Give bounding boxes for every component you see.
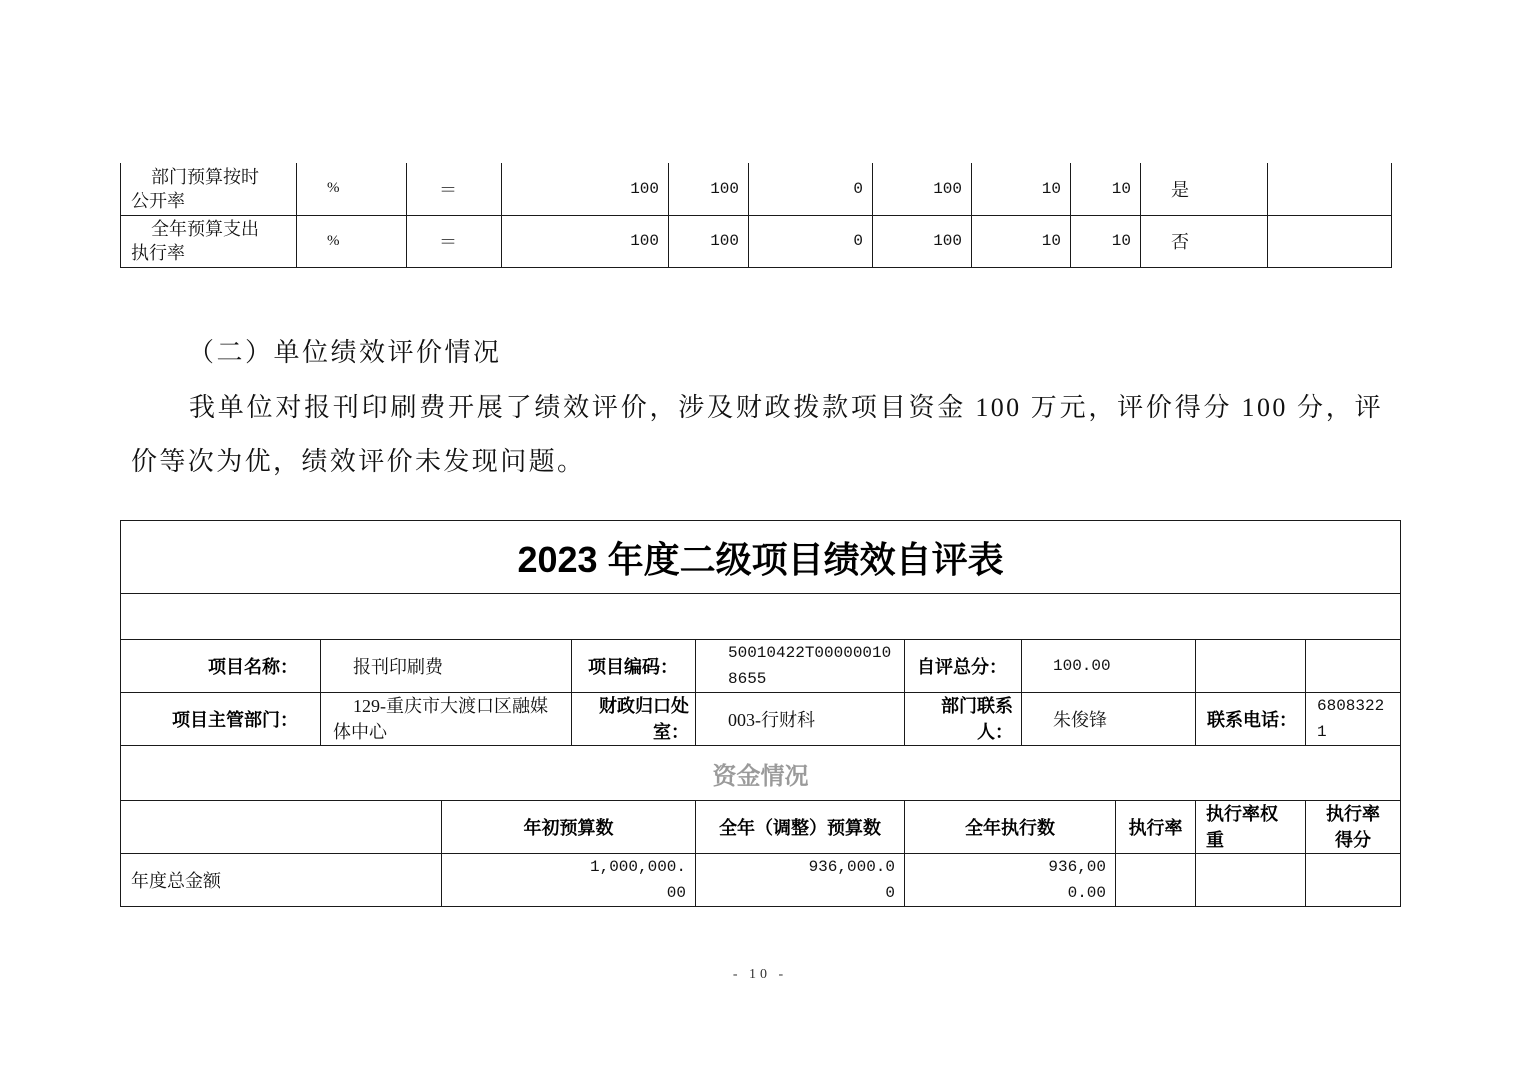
value-cell: 100 (669, 163, 749, 215)
executed-value: 936,000.00 (1048, 858, 1106, 902)
flag-cell: 是 (1141, 163, 1268, 215)
funds-header-row (121, 801, 1401, 854)
contact-value: 朱俊锋 (1022, 693, 1196, 746)
unit-cell: % (297, 215, 407, 267)
title-row (121, 521, 1401, 594)
empty-cell (1306, 640, 1401, 693)
total-amount-label: 年度总金额 (121, 854, 442, 907)
rate-weight-header-cell (1196, 801, 1306, 854)
finance-office-label: 财政归口处室： (599, 696, 689, 742)
initial-budget-cell (442, 854, 696, 907)
executed-cell (905, 854, 1116, 907)
empty-cell (1196, 640, 1306, 693)
remark-cell (1268, 215, 1392, 267)
contact-label: 部门联系人： (941, 696, 1013, 742)
value-cell: 100 (873, 163, 972, 215)
value-cell: 100 (502, 215, 669, 267)
finance-office-label-cell (572, 693, 696, 746)
contact-label-cell (905, 693, 1022, 746)
department-cell (321, 693, 572, 746)
indicator-name: 部门预算按时公开率 (131, 166, 259, 211)
table-row (121, 693, 1401, 746)
blank-row (121, 594, 1401, 640)
value-cell: 0 (749, 163, 873, 215)
rate-score-cell (1306, 854, 1401, 907)
table-row (121, 163, 1392, 215)
funds-total-row (121, 854, 1401, 907)
operator-cell: ＝ (407, 215, 502, 267)
executed-header: 全年执行数 (905, 801, 1116, 854)
self-evaluation-table (120, 520, 1401, 907)
indicator-name-cell (121, 215, 297, 267)
phone-value: 68083221 (1317, 697, 1385, 741)
unit-cell: % (297, 163, 407, 215)
remark-cell (1268, 163, 1392, 215)
indicator-name: 全年预算支出执行率 (131, 219, 259, 263)
project-code-value: 50010422T000000108655 (728, 644, 892, 688)
value-cell: 10 (1071, 163, 1141, 215)
project-code-label: 项目编码： (572, 640, 696, 693)
value-cell: 10 (972, 215, 1071, 267)
project-name-label: 项目名称： (121, 640, 321, 693)
funds-section-title: 资金情况 (121, 746, 1401, 801)
initial-budget-value: 1,000,000.00 (589, 858, 686, 902)
rate-weight-header: 执行率权重 (1206, 804, 1278, 850)
table-row (121, 640, 1401, 693)
funds-section-row (121, 746, 1401, 801)
rate-score-header: 执行率得分 (1326, 804, 1381, 850)
operator-cell: ＝ (407, 163, 502, 215)
flag-cell: 否 (1141, 215, 1268, 267)
department-label: 项目主管部门： (121, 693, 321, 746)
self-score-value: 100.00 (1022, 640, 1196, 693)
section-paragraph: 我单位对报刊印刷费开展了绩效评价，涉及财政拨款项目资金 100 万元，评价得分 100 分，评价等次为优，绩效评价未发现问题。 (131, 393, 1383, 476)
blank-cell (121, 594, 1401, 640)
project-name-value: 报刊印刷费 (321, 640, 572, 693)
form-title: 2023 年度二级项目绩效自评表 (121, 521, 1401, 594)
department-value: 129-重庆市大渡口区融媒体中心 (333, 696, 548, 742)
finance-office-value: 003-行财科 (696, 693, 905, 746)
value-cell: 10 (972, 163, 1071, 215)
value-cell: 10 (1071, 215, 1141, 267)
execution-rate-header: 执行率 (1116, 801, 1196, 854)
page-number: - 10 - (732, 967, 788, 982)
section-heading: （二）单位绩效评价情况 (188, 338, 502, 367)
adjusted-budget-cell (696, 854, 905, 907)
adjusted-budget-value: 936,000.00 (808, 858, 895, 902)
indicator-table (120, 163, 1392, 268)
project-code-cell (696, 640, 905, 693)
initial-budget-header: 年初预算数 (442, 801, 696, 854)
value-cell: 100 (669, 215, 749, 267)
empty-header-cell (121, 801, 442, 854)
rate-score-header-cell (1306, 801, 1401, 854)
table-row (121, 215, 1392, 267)
phone-cell (1306, 693, 1401, 746)
rate-weight-cell (1196, 854, 1306, 907)
value-cell: 100 (873, 215, 972, 267)
adjusted-budget-header: 全年（调整）预算数 (696, 801, 905, 854)
value-cell: 100 (502, 163, 669, 215)
indicator-name-cell (121, 163, 297, 215)
execution-rate-cell (1116, 854, 1196, 907)
phone-label: 联系电话： (1196, 693, 1306, 746)
value-cell: 0 (749, 215, 873, 267)
self-score-label: 自评总分： (905, 640, 1022, 693)
